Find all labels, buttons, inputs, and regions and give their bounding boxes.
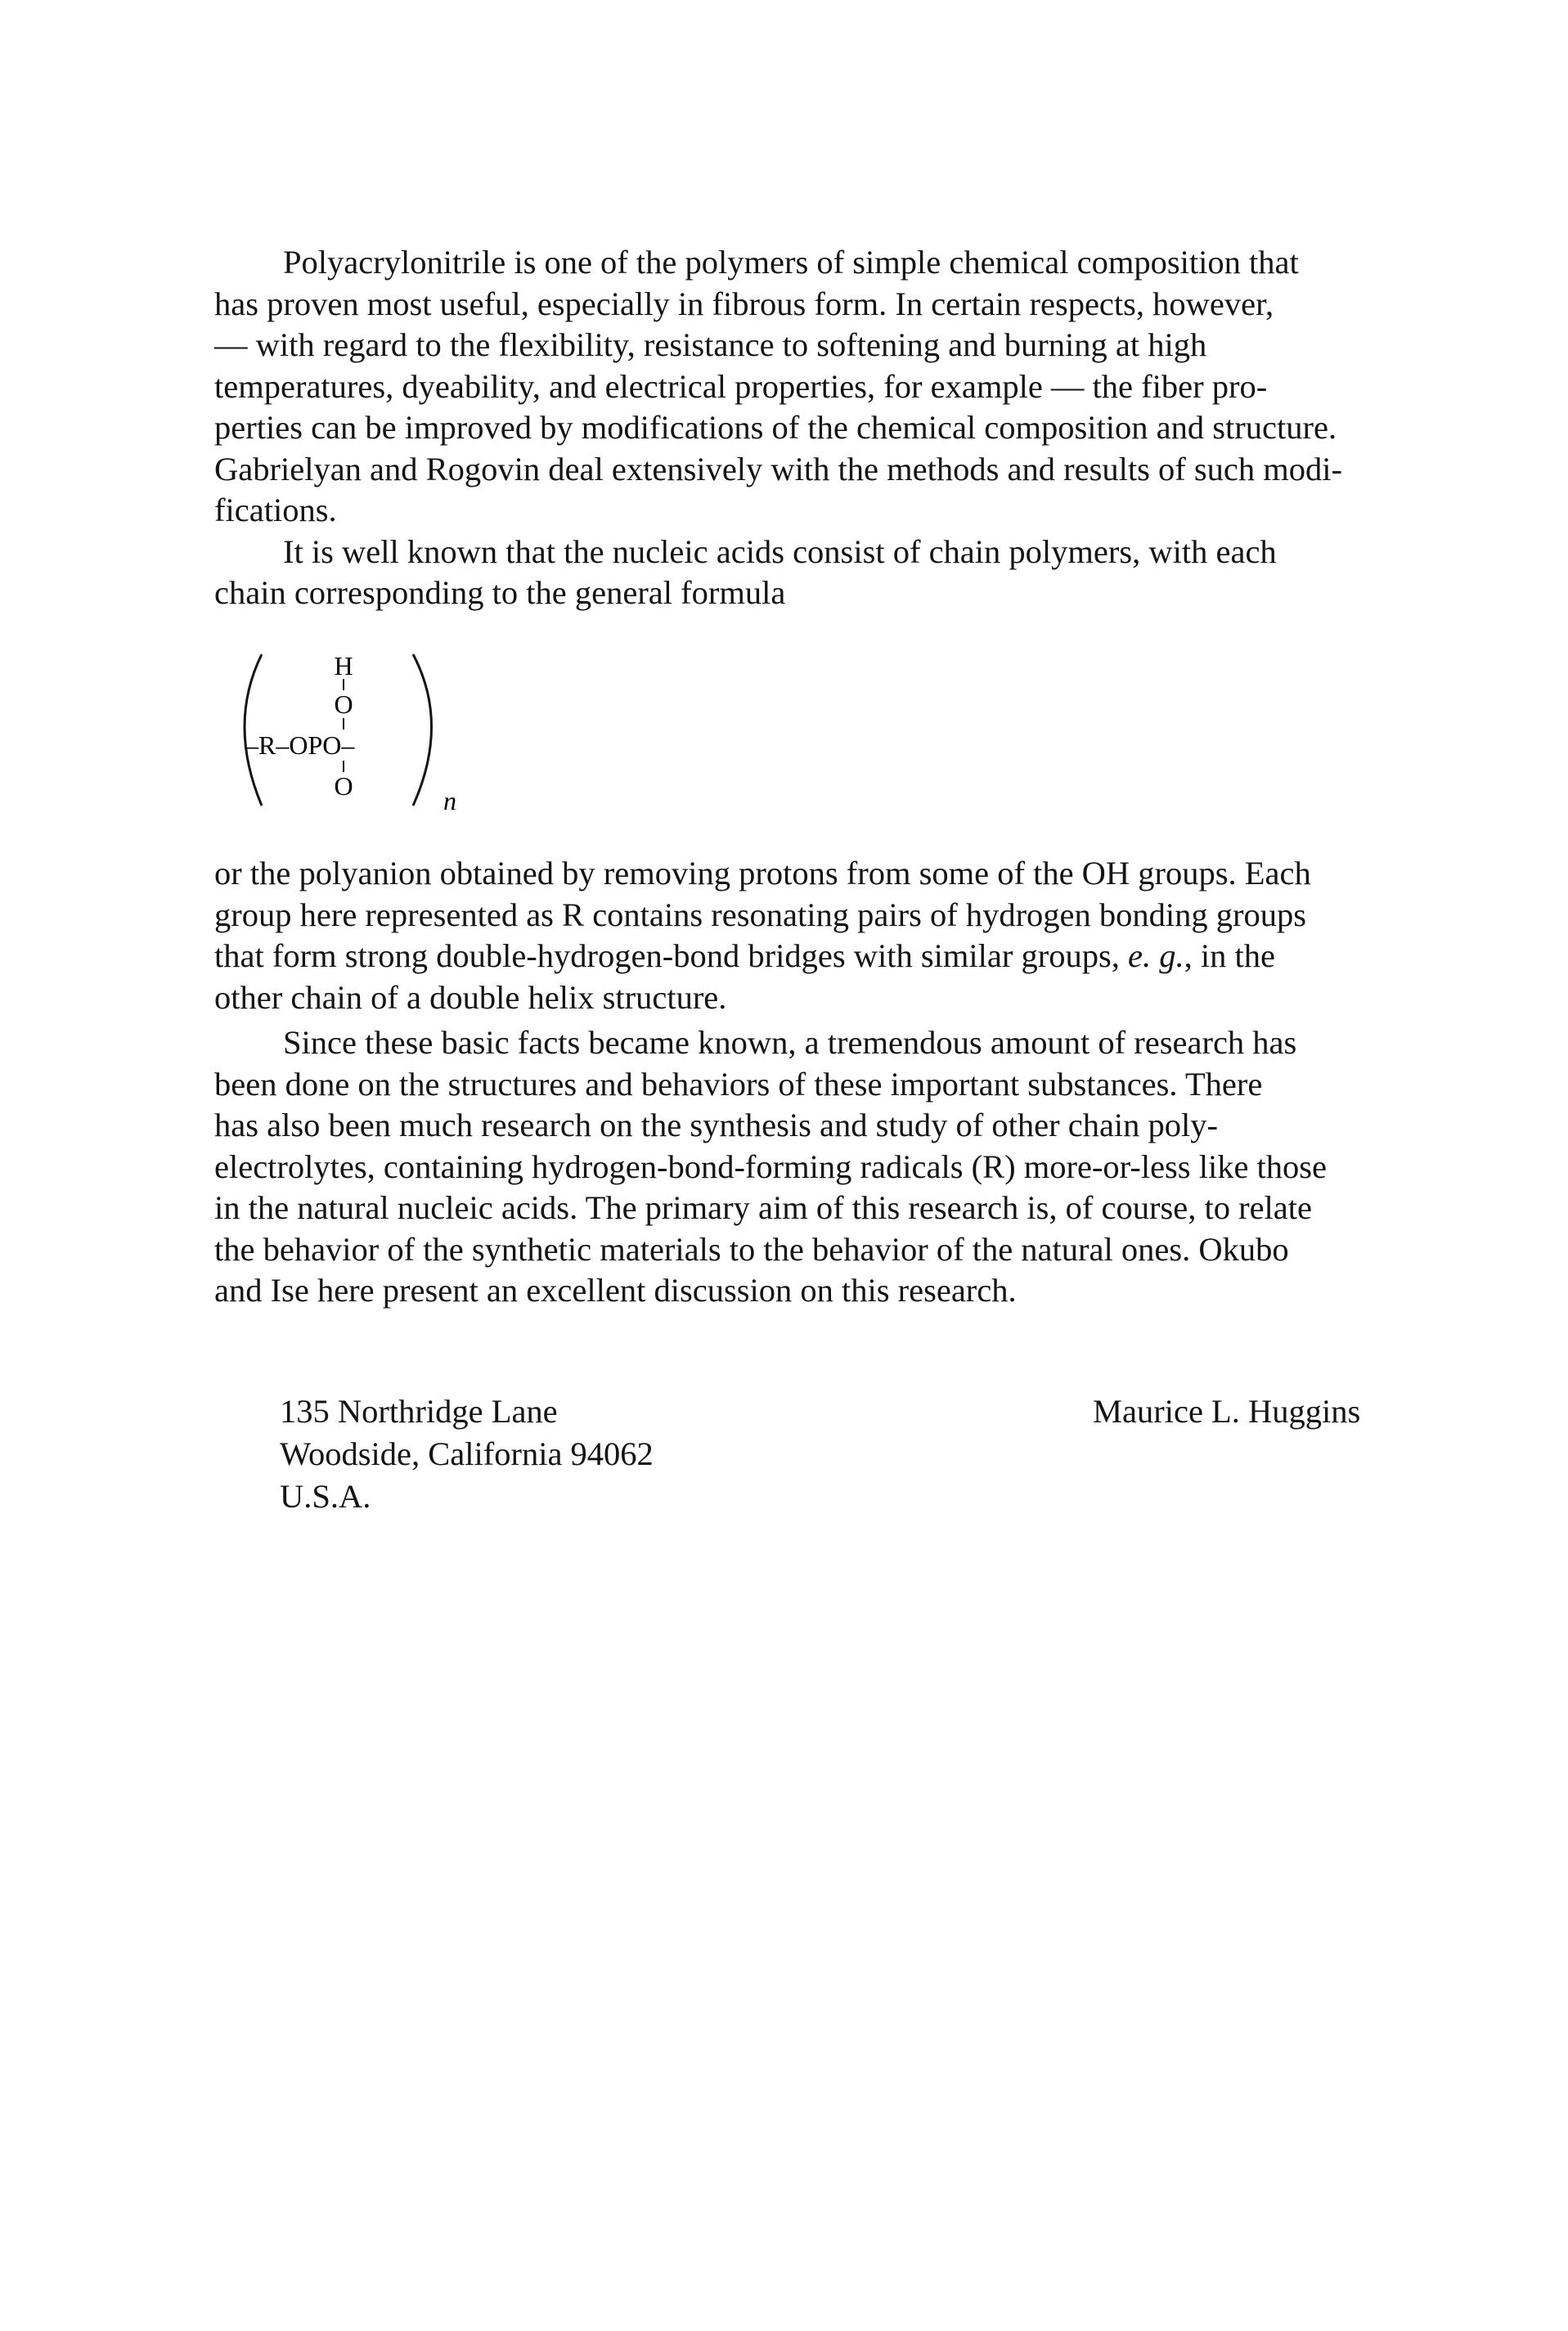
body-text-middle	[214, 853, 1351, 1018]
oxygen-upper: O	[334, 689, 353, 719]
text-line: temperatures, dyeability, and electrical properties, for example –– the fiber pro-	[214, 367, 1268, 405]
address-country: U.S.A.	[280, 1478, 371, 1515]
text-line: –– with regard to the flexibility, resistance to softening and burning at high	[214, 326, 1207, 363]
oxygen-lower: O	[334, 771, 353, 801]
paragraph-nucleic-acids	[214, 532, 1351, 614]
text-line: Since these basic facts became known, a tremendous amount of research has	[283, 1024, 1297, 1061]
paragraph-polyacrylonitrile	[214, 242, 1351, 532]
body-text-bottom	[214, 1022, 1351, 1312]
text-line	[214, 936, 1351, 977]
text-line: been done on the structures and behaviors of these important substances. There	[214, 1065, 1263, 1103]
text-line: other chain of a double helix structure.	[214, 978, 727, 1016]
repeat-subscript-n: n	[443, 786, 456, 815]
body-text-top	[214, 242, 1351, 614]
text-line: It is well known that the nucleic acids consist of chain polymers, with each	[283, 532, 1277, 570]
text-line: fications.	[214, 492, 337, 528]
hydrogen-atom: H	[334, 651, 353, 680]
text-line: Gabrielyan and Rogovin deal extensively with the methods and results of such modi-	[214, 450, 1342, 487]
text-line: and Ise here present an excellent discussion on this research.	[214, 1272, 1017, 1309]
chemical-formula	[229, 646, 523, 842]
formula-drawing	[229, 646, 523, 842]
text-line: Polyacrylonitrile is one of the polymers of simple chemical composition that	[283, 244, 1299, 281]
text-fragment: , in the	[1184, 937, 1275, 974]
author-signature	[1093, 1390, 1360, 1433]
text-line: or the polyanion obtained by removing protons from some of the OH groups. Each	[214, 855, 1311, 892]
author-name: Maurice L. Huggins	[1093, 1393, 1361, 1430]
author-address	[280, 1390, 654, 1518]
text-line: has proven most useful, especially in fibrous form. In certain respects, however,	[214, 285, 1274, 322]
text-line: the behavior of the synthetic materials to the behavior of the natural ones. Okubo	[214, 1230, 1289, 1268]
address-street: 135 Northridge Lane	[280, 1393, 558, 1430]
formula-chain: –R–OPO–	[245, 730, 355, 760]
text-line: has also been much research on the synthesis and study of other chain poly-	[214, 1107, 1219, 1143]
address-city: Woodside, California 94062	[280, 1435, 654, 1472]
text-line: electrolytes, containing hydrogen-bond-forming radicals (R) more-or-less like those	[214, 1148, 1328, 1185]
text-line: group here represented as R contains resonating pairs of hydrogen bonding groups	[214, 896, 1307, 933]
abbreviation-eg: e. g.	[1127, 937, 1184, 974]
right-parenthesis	[413, 654, 432, 806]
paragraph-polyanion	[214, 853, 1351, 1018]
text-fragment: that form strong double-hydrogen-bond bridges with similar groups,	[214, 937, 1128, 974]
text-line: perties can be improved by modifications of the chemical composition and structure.	[214, 409, 1337, 446]
paragraph-research	[214, 1022, 1351, 1312]
text-line: chain corresponding to the general formula	[214, 574, 786, 611]
text-line: in the natural nucleic acids. The primary aim of this research is, of course, to relate	[214, 1189, 1312, 1226]
